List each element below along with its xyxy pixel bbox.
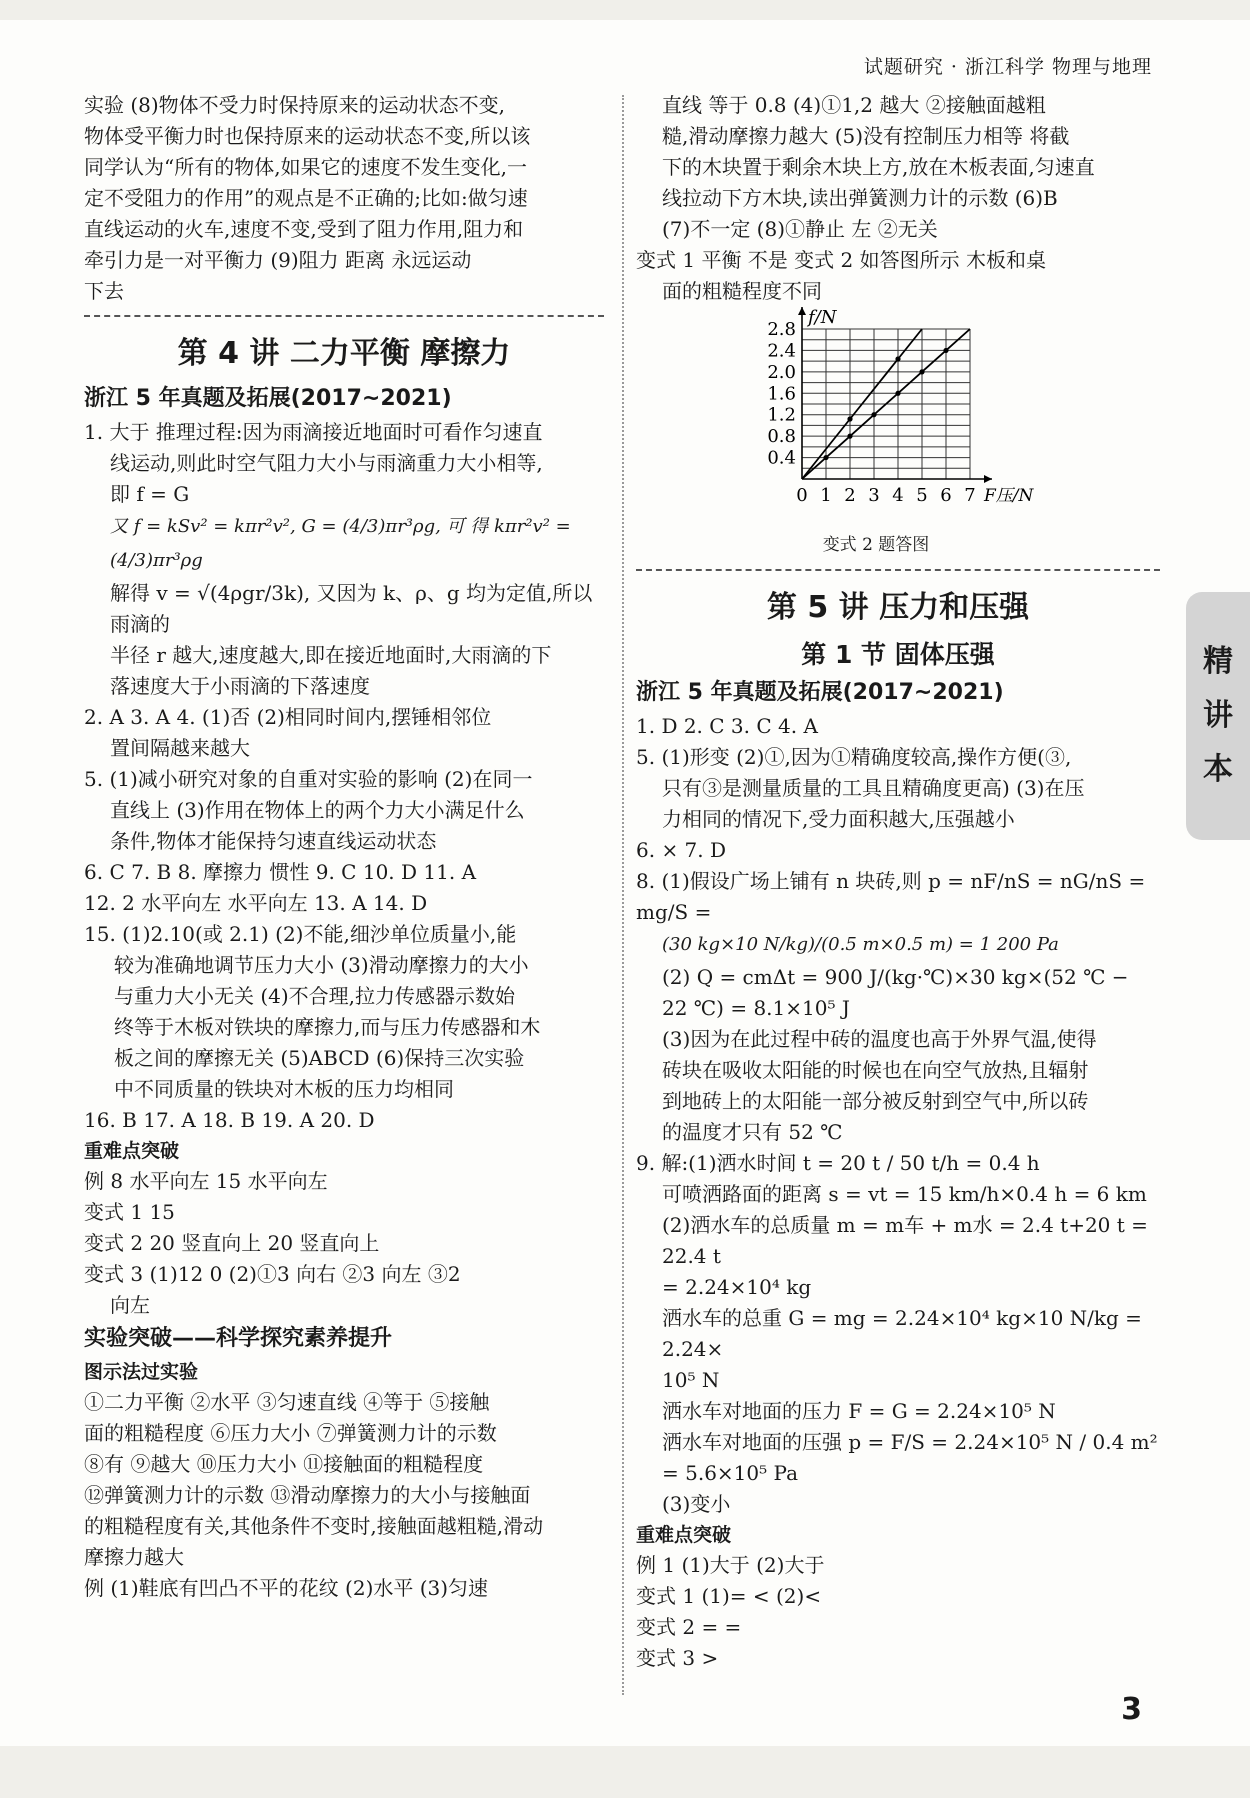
key-line: 变式 2 = = bbox=[636, 1615, 742, 1639]
experiment-heading: 实验突破——科学探究素养提升 bbox=[84, 1326, 393, 1351]
key-line: 变式 1 (1)= < (2)< bbox=[636, 1584, 822, 1608]
section-rule bbox=[84, 315, 604, 317]
exp-line: 摩擦力越大 bbox=[84, 1545, 184, 1569]
q1-line: 1. D 2. C 3. C 4. A bbox=[636, 714, 818, 738]
q8-line: 的温度才只有 52 ℃ bbox=[662, 1120, 843, 1144]
exp-line: 例 (1)鞋底有凹凸不平的花纹 (2)水平 (3)匀速 bbox=[84, 1576, 489, 1600]
side-tab-char: 精 bbox=[1203, 644, 1233, 679]
q9-line: 洒水车对地面的压强 p = F/S = 2.24×10⁵ N / 0.4 m² = 5.6×10⁵ Pa bbox=[662, 1430, 1158, 1485]
text-line: 直线运动的火车,速度不变,受到了阻力作用,阻力和 bbox=[84, 217, 524, 241]
q8-line: (2) Q = cmΔt = 900 J/(kg·℃)×30 kg×(52 ℃ − bbox=[662, 965, 1129, 989]
q5-line: 直线上 (3)作用在物体上的两个力大小满足什么 bbox=[110, 798, 525, 822]
q1-line: 1. 大于 推理过程:因为雨滴接近地面时可看作匀速直 bbox=[84, 420, 543, 444]
q1-line: 即 f = G bbox=[110, 482, 190, 506]
x-tick-label: 1 bbox=[820, 485, 832, 506]
y-tick-label: 0.4 bbox=[767, 447, 796, 469]
text-line: 直线 等于 0.8 (4)①1,2 越大 ②接触面越粗 bbox=[662, 93, 1046, 117]
exp-line: ⑫弹簧测力计的示数 ⑬滑动摩擦力的大小与接触面 bbox=[84, 1483, 531, 1507]
exp-line: 面的粗糙程度 ⑥压力大小 ⑦弹簧测力计的示数 bbox=[84, 1421, 497, 1445]
text-line: 下的木块置于剩余木块上方,放在木板表面,匀速直 bbox=[662, 155, 1095, 179]
side-tab-char: 本 bbox=[1203, 752, 1233, 787]
figure-caption: 变式 2 题答图 bbox=[822, 535, 930, 555]
q1-line: 半径 r 越大,速度越大,即在接近地面时,大雨滴的下 bbox=[110, 643, 552, 667]
key-line: 向左 bbox=[110, 1293, 150, 1317]
q6-line: 6. C 7. B 8. 摩擦力 惯性 9. C 10. D 11. A bbox=[84, 860, 477, 884]
friction-chart bbox=[746, 307, 1034, 530]
intro-block bbox=[84, 90, 604, 307]
data-point bbox=[847, 434, 852, 439]
right-column bbox=[636, 90, 1160, 1674]
text-line: 定不受阻力的作用”的观点是不正确的;比如:做匀速 bbox=[84, 186, 528, 210]
x-tick-label: 0 bbox=[796, 485, 808, 506]
q9-line: 9. 解:(1)洒水时间 t = 20 t / 50 t/h = 0.4 h bbox=[636, 1151, 1040, 1175]
q9-line: (3)变小 bbox=[662, 1492, 731, 1516]
q8-line: 8. (1)假设广场上铺有 n 块砖,则 p = nF/nS = nG/nS = mg/S = bbox=[636, 869, 1146, 924]
q9-line: 10⁵ N bbox=[662, 1368, 720, 1392]
friction-chart-svg bbox=[746, 307, 1034, 521]
q9-line: 洒水车的总重 G = mg = 2.24×10⁴ kg×10 N/kg = 2.24× bbox=[662, 1306, 1142, 1361]
x-axis-arrow bbox=[984, 475, 992, 483]
key-line: 变式 1 15 bbox=[84, 1200, 175, 1224]
q8-formula: (30 kg×10 N/kg)/(0.5 m×0.5 m) = 1 200 Pa bbox=[662, 934, 1059, 955]
y-tick-label: 1.2 bbox=[767, 404, 796, 426]
q9-line: (2)洒水车的总质量 m = m车 + m水 = 2.4 t+20 t = 22.4 t bbox=[662, 1213, 1148, 1268]
data-point bbox=[847, 416, 852, 421]
x-tick-label: 5 bbox=[916, 485, 928, 506]
running-header: 试题研究 · 浙江科学 物理与地理 bbox=[863, 56, 1152, 78]
x-tick-label: 7 bbox=[964, 485, 976, 506]
q2-line: 置间隔越来越大 bbox=[110, 736, 250, 760]
y-axis-arrow bbox=[798, 307, 806, 315]
data-point bbox=[871, 412, 876, 417]
x-tick-label: 3 bbox=[868, 485, 880, 506]
column-divider bbox=[622, 95, 624, 1695]
y-axis-label: f/N bbox=[808, 307, 837, 328]
exp-line: ⑧有 ⑨越大 ⑩压力大小 ⑪接触面的粗糙程度 bbox=[84, 1452, 484, 1476]
q8-line: 22 ℃) = 8.1×10⁵ J bbox=[662, 996, 850, 1020]
q8-line: (3)因为在此过程中砖的温度也高于外界气温,使得 bbox=[662, 1027, 1097, 1051]
section-title: 第 1 节 固体压强 bbox=[801, 640, 995, 669]
x-tick-label: 4 bbox=[892, 485, 904, 506]
experiment-subheading: 图示法过实验 bbox=[84, 1361, 199, 1383]
data-point bbox=[943, 348, 948, 353]
q8-line: 砖块在吸收太阳能的时候也在向空气放热,且辐射 bbox=[662, 1058, 1089, 1082]
q6-line: 6. × 7. D bbox=[636, 838, 727, 862]
q1-line: 线运动,则此时空气阻力大小与雨滴重力大小相等, bbox=[110, 451, 543, 475]
text-line: 面的粗糙程度不同 bbox=[662, 279, 822, 303]
q9-line: 洒水车对地面的压力 F = G = 2.24×10⁵ N bbox=[662, 1399, 1056, 1423]
lecture-title: 第 5 讲 压力和压强 bbox=[766, 590, 1030, 625]
data-point bbox=[919, 369, 924, 374]
y-tick-label: 1.6 bbox=[767, 383, 796, 405]
text-line: 实验 (8)物体不受力时保持原来的运动状态不变, bbox=[84, 93, 506, 117]
q15-line: 板之间的摩擦无关 (5)ABCD (6)保持三次实验 bbox=[114, 1046, 525, 1070]
q1-formula: (4/3)πr³ρg bbox=[110, 550, 203, 571]
section-rule bbox=[636, 569, 1160, 571]
data-point bbox=[823, 455, 828, 460]
x-axis-label: F压/N bbox=[984, 486, 1034, 506]
text-line: (7)不一定 (8)①静止 左 ②无关 bbox=[662, 217, 938, 241]
q1-formula: 又 f = kSv² = kπr²v², G = (4/3)πr³ρg, 可 得 kπr²v² = bbox=[110, 516, 571, 537]
text-line: 同学认为“所有的物体,如果它的速度不发生变化,一 bbox=[84, 155, 527, 179]
section-heading: 浙江 5 年真题及拓展(2017~2021) bbox=[84, 386, 452, 411]
exp-line: ①二力平衡 ②水平 ③匀速直线 ④等于 ⑤接触 bbox=[84, 1390, 490, 1414]
text-line: 物体受平衡力时也保持原来的运动状态不变,所以该 bbox=[84, 124, 531, 148]
q15-line: 终等于木板对铁块的摩擦力,而与压力传感器和木 bbox=[114, 1015, 541, 1039]
key-line: 变式 3 > bbox=[636, 1646, 719, 1670]
key-line: 例 1 (1)大于 (2)大于 bbox=[636, 1553, 825, 1577]
scan-top-strip bbox=[0, 0, 1250, 20]
q5-line: 条件,物体才能保持匀速直线运动状态 bbox=[110, 829, 437, 853]
y-tick-label: 2.4 bbox=[767, 340, 796, 362]
scan-bottom-strip bbox=[0, 1746, 1250, 1798]
y-tick-label: 0.8 bbox=[767, 426, 796, 448]
text-line: 下去 bbox=[84, 279, 124, 303]
q5-line: 5. (1)减小研究对象的自重对实验的影响 (2)在同一 bbox=[84, 767, 533, 791]
text-line: 变式 1 平衡 不是 变式 2 如答图所示 木板和桌 bbox=[636, 248, 1046, 272]
page-number: 3 bbox=[1121, 1692, 1142, 1727]
q2-line: 2. A 3. A 4. (1)否 (2)相同时间内,摆锤相邻位 bbox=[84, 705, 492, 729]
q1-line: 解得 v = √(4ρgr/3k), 又因为 k、ρ、g 均为定值,所以雨滴的 bbox=[110, 581, 593, 636]
q5-line: 5. (1)形变 (2)①,因为①精确度较高,操作方便(③, bbox=[636, 745, 1072, 769]
left-column bbox=[84, 90, 604, 1604]
key-line: 变式 3 (1)12 0 (2)①3 向右 ②3 向左 ③2 bbox=[84, 1262, 461, 1286]
key-points-heading: 重难点突破 bbox=[636, 1524, 732, 1546]
q9-line: = 2.24×10⁴ kg bbox=[662, 1275, 812, 1299]
lecture-title: 第 4 讲 二力平衡 摩擦力 bbox=[177, 336, 511, 371]
key-line: 变式 2 20 竖直向上 20 竖直向上 bbox=[84, 1231, 380, 1255]
q8-line: 到地砖上的太阳能一部分被反射到空气中,所以砖 bbox=[662, 1089, 1089, 1113]
q15-line: 与重力大小无关 (4)不合理,拉力传感器示数始 bbox=[114, 984, 516, 1008]
x-tick-label: 6 bbox=[940, 485, 952, 506]
q15-line: 15. (1)2.10(或 2.1) (2)不能,细沙单位质量小,能 bbox=[84, 922, 517, 946]
x-tick-label: 2 bbox=[844, 485, 856, 506]
q9-line: 可喷洒路面的距离 s = vt = 15 km/h×0.4 h = 6 km bbox=[662, 1182, 1147, 1206]
key-line: 例 8 水平向左 15 水平向左 bbox=[84, 1169, 328, 1193]
q5-line: 力相同的情况下,受力面积越大,压强越小 bbox=[662, 807, 1015, 831]
side-tab-char: 讲 bbox=[1203, 698, 1233, 733]
exp-line: 的粗糙程度有关,其他条件不变时,接触面越粗糙,滑动 bbox=[84, 1514, 544, 1538]
q5-line: 只有③是测量质量的工具且精确度更高) (3)在压 bbox=[662, 776, 1085, 800]
q12-line: 12. 2 水平向左 水平向左 13. A 14. D bbox=[84, 891, 428, 915]
q16-line: 16. B 17. A 18. B 19. A 20. D bbox=[84, 1108, 375, 1132]
section-heading: 浙江 5 年真题及拓展(2017~2021) bbox=[636, 680, 1004, 705]
text-line: 线拉动下方木块,读出弹簧测力计的示数 (6)B bbox=[662, 186, 1058, 210]
y-tick-label: 2.0 bbox=[767, 361, 796, 383]
text-line: 糙,滑动摩擦力越大 (5)没有控制压力相等 将截 bbox=[662, 124, 1070, 148]
key-points-heading: 重难点突破 bbox=[84, 1140, 180, 1162]
data-point bbox=[895, 391, 900, 396]
data-point bbox=[895, 356, 900, 361]
q15-line: 较为准确地调节压力大小 (3)滑动摩擦力的大小 bbox=[114, 953, 529, 977]
q1-line: 落速度大于小雨滴的下落速度 bbox=[110, 674, 370, 698]
y-tick-label: 2.8 bbox=[767, 319, 796, 340]
side-tab bbox=[1186, 592, 1250, 840]
text-line: 牵引力是一对平衡力 (9)阻力 距离 永远运动 bbox=[84, 248, 472, 272]
q15-line: 中不同质量的铁块对木板的压力均相同 bbox=[114, 1077, 454, 1101]
